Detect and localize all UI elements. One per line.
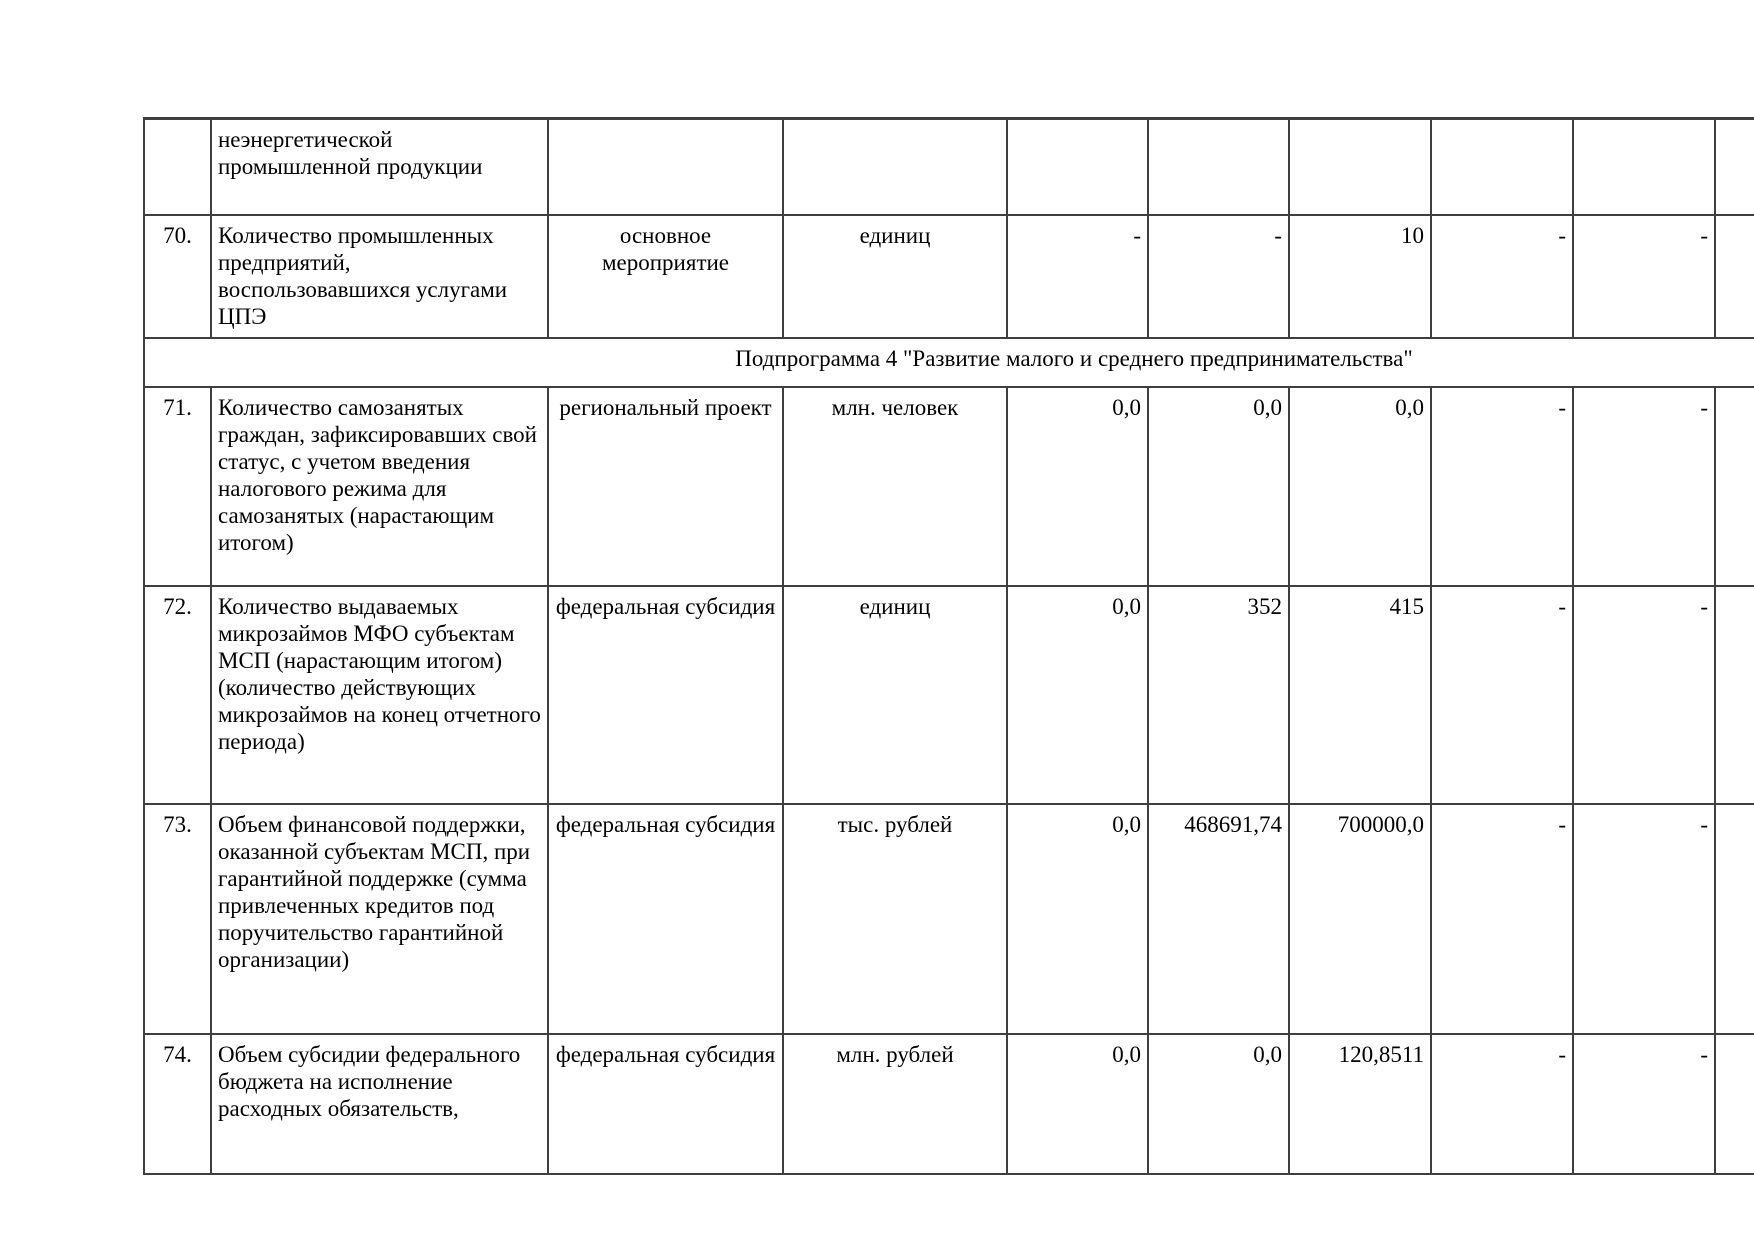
- cell-row-number: [144, 119, 211, 215]
- cell-value: 0,0: [1289, 387, 1431, 586]
- cell-value: 0,0: [1007, 804, 1148, 1034]
- cell-indicator-name: неэнергетической промышленной продукции: [211, 119, 548, 215]
- cell-value: -: [1573, 586, 1715, 804]
- cell-measure-type: федеральная субсидия: [548, 586, 783, 804]
- table-viewport: [143, 117, 1754, 1177]
- cell-row-number: 70.: [144, 215, 211, 338]
- indicators-table: [143, 117, 1754, 1175]
- cell-value: 0,0: [1007, 387, 1148, 586]
- cell-unit: млн. рублей: [783, 1034, 1007, 1174]
- cell-indicator-name: Количество промышленных предприятий, воспользовавшихся услугами ЦПЭ: [211, 215, 548, 338]
- cell-indicator-name: Объем субсидии федерального бюджета на исполнение расходных обязательств,: [211, 1034, 548, 1174]
- cell-measure-type: федеральная субсидия: [548, 1034, 783, 1174]
- cell-value: -: [1573, 387, 1715, 586]
- cell-value: [1715, 387, 1754, 586]
- cell-value: -: [1007, 215, 1148, 338]
- cell-value: [1715, 119, 1754, 215]
- cell-row-number: 72.: [144, 586, 211, 804]
- cell-value: -: [1148, 215, 1289, 338]
- table-row-71: [144, 387, 1754, 586]
- cell-value: 0,0: [1007, 1034, 1148, 1174]
- cell-value: -: [1431, 387, 1573, 586]
- cell-measure-type: федеральная субсидия: [548, 804, 783, 1034]
- cell-value: [1715, 1034, 1754, 1174]
- cell-value: 10: [1289, 215, 1431, 338]
- cell-value: [1573, 119, 1715, 215]
- cell-value: 0,0: [1007, 586, 1148, 804]
- cell-value: [1715, 804, 1754, 1034]
- cell-unit: тыс. рублей: [783, 804, 1007, 1034]
- table-row-72: [144, 586, 1754, 804]
- cell-unit: [783, 119, 1007, 215]
- cell-value: 468691,74: [1148, 804, 1289, 1034]
- cell-value: -: [1573, 804, 1715, 1034]
- cell-value: -: [1573, 1034, 1715, 1174]
- cell-value: -: [1431, 215, 1573, 338]
- cell-measure-type: региональный проект: [548, 387, 783, 586]
- cell-row-number: 73.: [144, 804, 211, 1034]
- cell-value: [1007, 119, 1148, 215]
- cell-row-number: 74.: [144, 1034, 211, 1174]
- cell-indicator-name: Количество выдаваемых микрозаймов МФО субъектам МСП (нарастающим итогом) (количество действующих микрозаймов на конец отчетного периода): [211, 586, 548, 804]
- cell-unit: единиц: [783, 215, 1007, 338]
- cell-indicator-name: Количество самозанятых граждан, зафиксировавших свой статус, с учетом введения налогового режима для самозанятых (нарастающим итогом): [211, 387, 548, 586]
- cell-value: 352: [1148, 586, 1289, 804]
- cell-value: 0,0: [1148, 1034, 1289, 1174]
- cell-value: 0,0: [1148, 387, 1289, 586]
- cell-value: -: [1431, 586, 1573, 804]
- table-row-continuation: [144, 119, 1754, 215]
- cell-value: [1715, 215, 1754, 338]
- cell-value: 120,8511: [1289, 1034, 1431, 1174]
- cell-unit: единиц: [783, 586, 1007, 804]
- table-row-74: [144, 1034, 1754, 1174]
- cell-value: [1431, 119, 1573, 215]
- cell-unit: млн. человек: [783, 387, 1007, 586]
- cell-indicator-name: Объем финансовой поддержки, оказанной субъектам МСП, при гарантийной поддержке (сумма привлеченных кредитов под поручительство гарантийной организации): [211, 804, 548, 1034]
- table-row-subprogram-header: [144, 338, 1754, 387]
- cell-value: 700000,0: [1289, 804, 1431, 1034]
- cell-value: [1148, 119, 1289, 215]
- cell-value: [1289, 119, 1431, 215]
- cell-value: [1715, 586, 1754, 804]
- table-row-73: [144, 804, 1754, 1034]
- cell-measure-type: основное мероприятие: [548, 215, 783, 338]
- cell-value: 415: [1289, 586, 1431, 804]
- cell-measure-type: [548, 119, 783, 215]
- cell-value: -: [1431, 1034, 1573, 1174]
- cell-value: -: [1573, 215, 1715, 338]
- table-row-70: [144, 215, 1754, 338]
- cell-row-number: 71.: [144, 387, 211, 586]
- subprogram-header: Подпрограмма 4 "Развитие малого и среднего предпринимательства": [144, 338, 1754, 387]
- cell-value: -: [1431, 804, 1573, 1034]
